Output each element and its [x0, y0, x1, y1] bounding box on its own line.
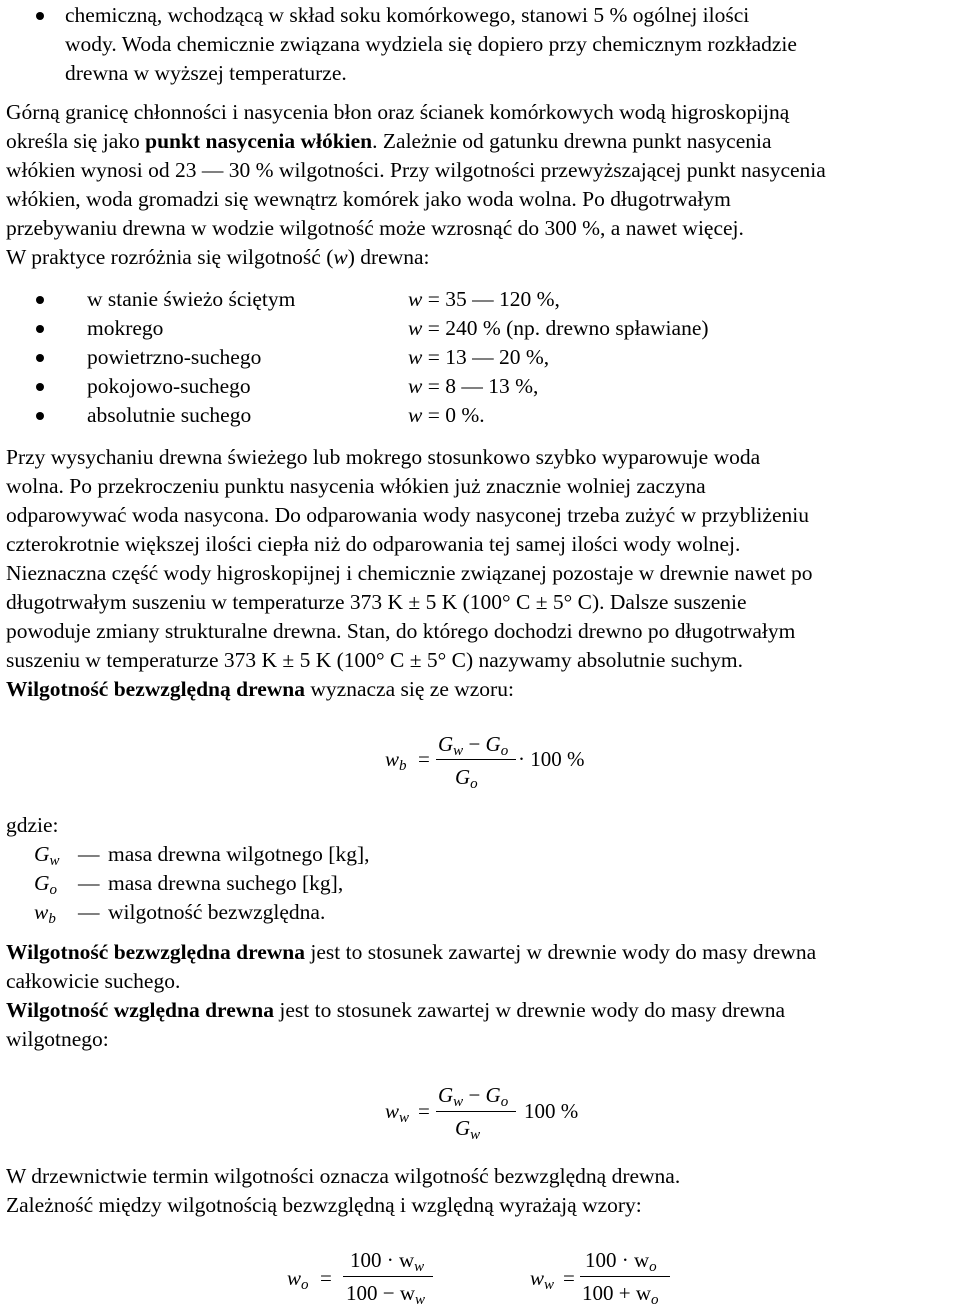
bullet-dot [36, 296, 44, 304]
definition-text: masa drewna suchego [kg], [108, 871, 344, 895]
formula-denominator: 100 + wo [582, 1281, 659, 1308]
para1-line-3: włókien wynosi od 23 — 30 % wilgotności. Przy wilgotności przewyższającej punkt nasycenia [6, 158, 826, 182]
definition-text: wilgotność bezwzględna. [108, 900, 326, 924]
formula-eq: = [418, 1099, 430, 1123]
bullet-dot [36, 354, 44, 362]
formula-factor: · 100 % [518, 747, 585, 771]
para4-line-2: Zależność między wilgotnością bezwzględną i względną wyrażają wzory: [6, 1193, 642, 1217]
formula-numerator: 100 · ww [350, 1248, 425, 1275]
para1-line-6 [6, 243, 430, 272]
para3-line-3b: jest to stosunek zawartej w drewnie wody do masy drewna [273, 998, 786, 1022]
list-item-value: w = 13 — 20 %, [408, 345, 550, 369]
formula-eq: = [563, 1266, 575, 1290]
list-item-label: absolutnie suchego [87, 403, 252, 427]
para1-line-4: włókien, woda gromadzi się wewnątrz komórek jako woda wolna. Po długotrwałym [6, 187, 731, 211]
fraction-bar [436, 759, 516, 760]
list-item-value: w = 35 — 120 %, [408, 287, 560, 311]
list-item-label: w stanie świeżo ściętym [87, 287, 296, 311]
para2-line-9 [6, 675, 514, 704]
definition-dash: — [78, 900, 100, 924]
fraction-bar [343, 1276, 433, 1277]
para1-line-5: przebywaniu drewna w wodzie wilgotność może wzrosnąć do 300 %, a nawet więcej. [6, 216, 744, 240]
para1-line-6a: W praktyce rozróżnia się wilgotność ( [6, 245, 334, 269]
formula-lhs: ww [385, 1099, 410, 1126]
para3-line-1 [6, 938, 816, 967]
formula-factor: 100 % [524, 1099, 579, 1123]
para2-line-6: długotrwałym suszeniu w temperaturze 373 K ± 5 K (100° C ± 5° C). Dalsze suszenie [6, 590, 747, 614]
para4-line-1: W drzewnictwie termin wilgotności oznacza wilgotność bezwzględną drewna. [6, 1164, 681, 1188]
bullet-dot [36, 412, 44, 420]
para2-line-1: Przy wysychaniu drewna świeżego lub mokrego stosunkowo szybko wyparowuje woda [6, 445, 761, 469]
list-item-value: w = 8 — 13 %, [408, 374, 539, 398]
list-item-label: pokojowo-suchego [87, 374, 251, 398]
definition-text: masa drewna wilgotnego [kg], [108, 842, 370, 866]
para2-line-2: wolna. Po przekroczeniu punktu nasycenia włókien już znacznie wolniej zaczyna [6, 474, 706, 498]
para1-line-2 [6, 127, 772, 156]
definition-symbol: wb [34, 900, 56, 927]
formula-denominator: Go [455, 765, 478, 792]
para2-line-4: czterokrotnie większej ilości ciepła niż do odparowania tej samej ilości wody wolnej. [6, 532, 741, 556]
formula-denominator: Gw [455, 1116, 481, 1143]
definition-dash: — [78, 871, 100, 895]
intro-bullet-line-2: wody. Woda chemicznie związana wydziela się dopiero przy chemicznym rozkładzie [65, 32, 797, 56]
para1-line-1: Górną granicę chłonności i nasycenia błon oraz ścianek komórkowych wodą higroskopijną [6, 100, 790, 124]
formula-numerator: Gw − Go [438, 1083, 509, 1110]
formula-lhs: wb [385, 747, 407, 774]
formula-eq: = [320, 1266, 332, 1290]
definition-symbol: Go [34, 871, 58, 898]
bullet-dot [36, 325, 44, 333]
para2-line-8: suszeniu w temperaturze 373 K ± 5 K (100° C ± 5° C) nazywamy absolutnie suchym. [6, 648, 744, 672]
para2-line-7: powoduje zmiany strukturalne drewna. Stan, do którego dochodzi drewno po długotrwałym [6, 619, 796, 643]
formula-denominator: 100 − ww [346, 1281, 426, 1308]
definition-symbol: Gw [34, 842, 60, 869]
list-item-label: mokrego [87, 316, 164, 340]
term-fiber-saturation-point: punkt nasycenia włókien [145, 129, 373, 153]
term-absolute-moisture-2: Wilgotność bezwzględna drewna [6, 940, 306, 964]
intro-bullet-line-3: drewna w wyższej temperaturze. [65, 61, 347, 85]
list-item-value: w = 240 % (np. drewno spławiane) [408, 316, 709, 340]
where-label: gdzie: [6, 813, 59, 837]
para3-line-2: całkowicie suchego. [6, 969, 181, 993]
formula-numerator: 100 · wo [585, 1248, 657, 1275]
intro-bullet-line-1: chemiczną, wchodzącą w skład soku komórkowego, stanowi 5 % ogólnej ilości [65, 3, 750, 27]
para1-line-2c: . Zależnie od gatunku drewna punkt nasycenia [372, 129, 772, 153]
formula-eq: = [418, 747, 430, 771]
list-item-label: powietrzno-suchego [87, 345, 262, 369]
para1-line-2a: określa się jako [6, 129, 146, 153]
term-absolute-moisture: Wilgotność bezwzględną drewna [6, 677, 306, 701]
var-w: w [333, 245, 348, 269]
term-relative-moisture: Wilgotność względna drewna [6, 998, 274, 1022]
definition-dash: — [78, 842, 100, 866]
fraction-bar [580, 1276, 670, 1277]
para2-line-9b: wyznacza się ze wzoru: [305, 677, 514, 701]
para3-line-3 [6, 996, 785, 1025]
formula-numerator: Gw − Go [438, 732, 509, 759]
formula-lhs: wo [287, 1266, 309, 1293]
bullet-dot [36, 12, 44, 20]
para3-line-4: wilgotnego: [6, 1027, 109, 1051]
para3-line-1b: jest to stosunek zawartej w drewnie wody do masy drewna [305, 940, 817, 964]
bullet-dot [36, 383, 44, 391]
para2-line-5: Nieznaczna część wody higroskopijnej i chemicznie związanej pozostaje w drewnie nawet po [6, 561, 813, 585]
fraction-bar [436, 1111, 516, 1112]
list-item-value: w = 0 %. [408, 403, 485, 427]
formula-lhs: ww [530, 1266, 555, 1293]
para2-line-3: odparowywać woda nasycona. Do odparowania wody nasyconej trzeba zużyć w przybliżeniu [6, 503, 809, 527]
para1-line-6c: ) drewna: [347, 245, 430, 269]
